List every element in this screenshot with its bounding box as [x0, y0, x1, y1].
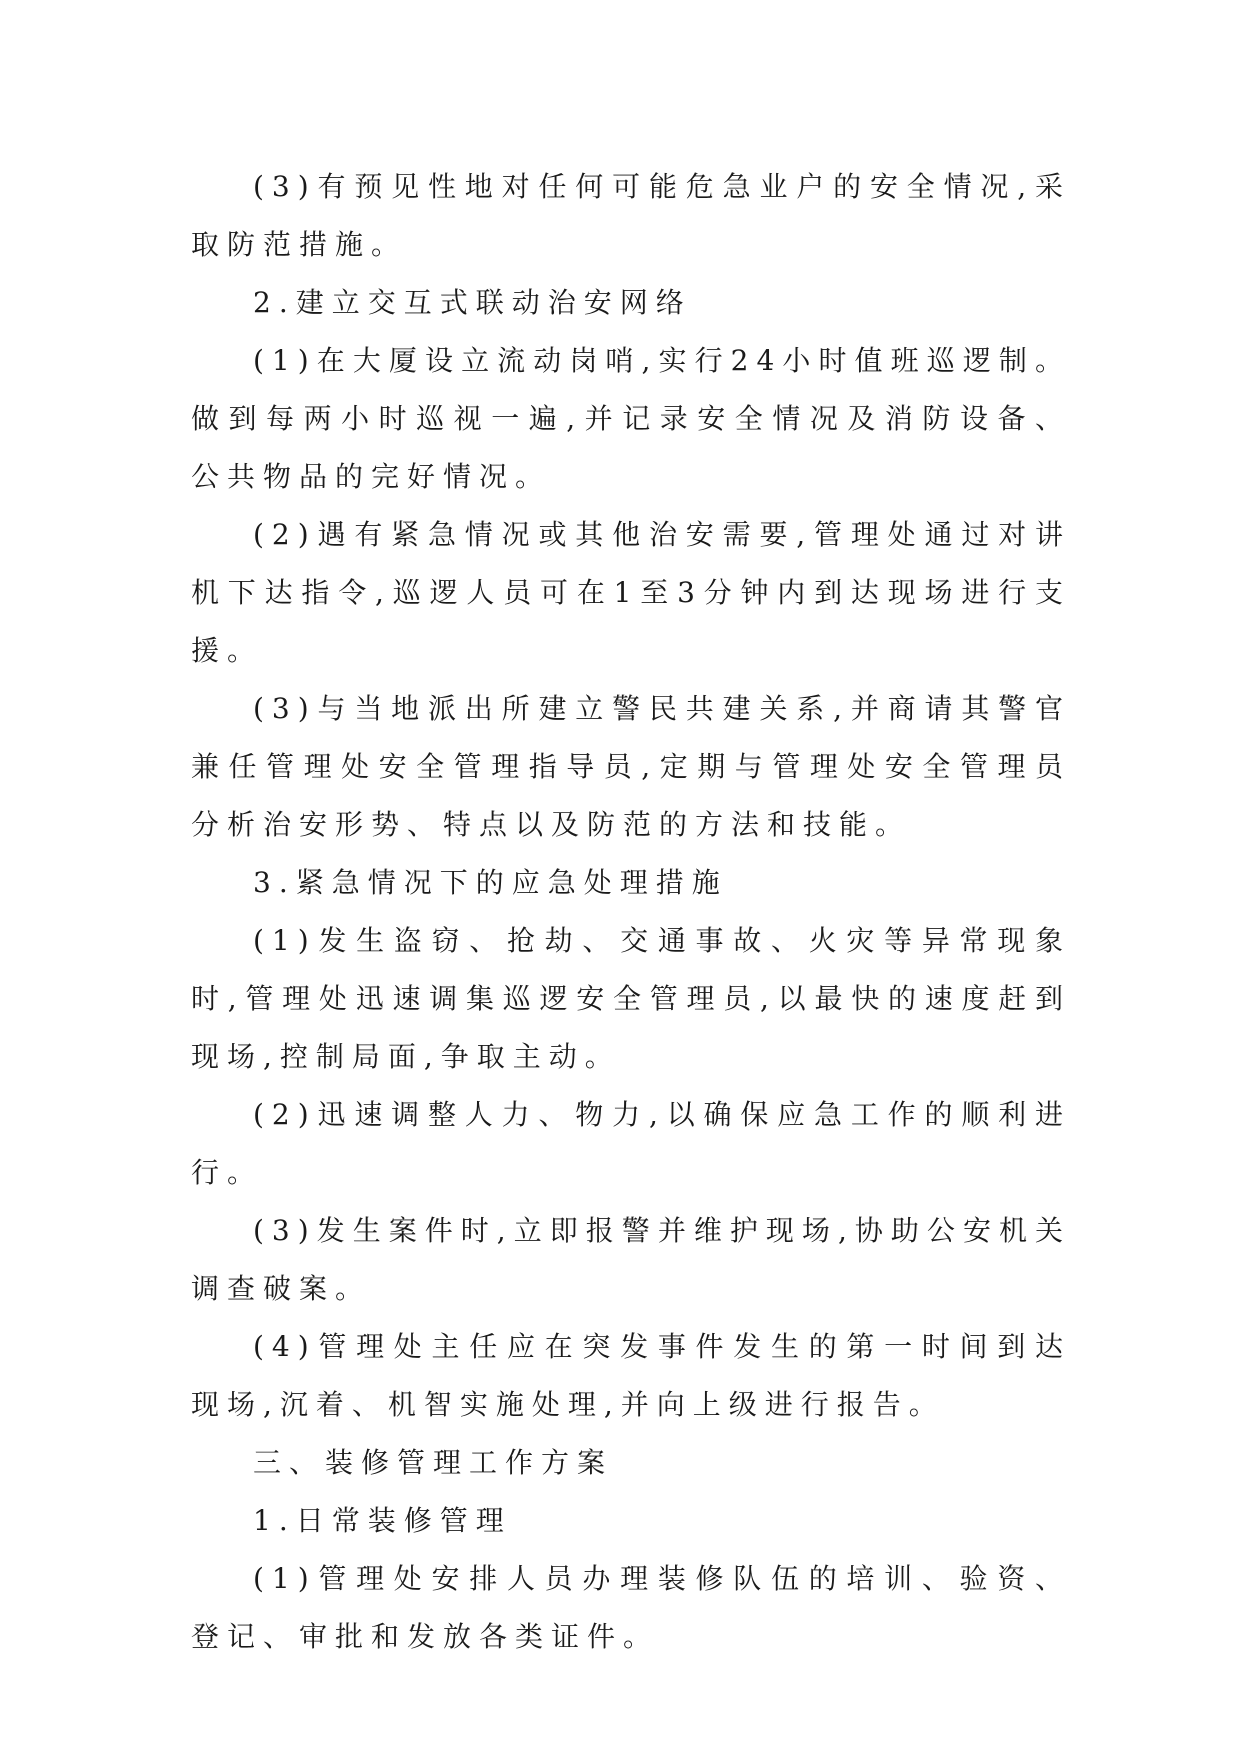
paragraph-10: (4)管理处主任应在突发事件发生的第一时间到达现场,沉着、机智实施处理,并向上级进行报告。	[191, 1330, 1071, 1421]
paragraph-13: (1)管理处安排人员办理装修队伍的培训、验资、登记、审批和发放各类证件。	[191, 1562, 1071, 1653]
document-body	[191, 158, 1071, 1666]
paragraph-4: (2)遇有紧急情况或其他治安需要,管理处通过对讲机下达指令,巡逻人员可在1至3分钟内到达现场进行支援。	[191, 518, 1071, 667]
paragraph-9: (3)发生案件时,立即报警并维护现场,协助公安机关调查破案。	[191, 1214, 1071, 1305]
paragraph-1: (3)有预见性地对任何可能危急业户的安全情况,采取防范措施。	[191, 170, 1071, 261]
paragraph-11: 三、装修管理工作方案	[253, 1446, 614, 1479]
paragraph-2: 2.建立交互式联动治安网络	[253, 286, 692, 319]
paragraph-12: 1.日常装修管理	[253, 1504, 512, 1537]
paragraph-8: (2)迅速调整人力、物力,以确保应急工作的顺利进行。	[191, 1098, 1071, 1189]
paragraph-3: (1)在大厦设立流动岗哨,实行24小时值班巡逻制。做到每两小时巡视一遍,并记录安全情况及消防设备、公共物品的完好情况。	[191, 344, 1071, 493]
paragraph-5: (3)与当地派出所建立警民共建关系,并商请其警官兼任管理处安全管理指导员,定期与管理处安全管理员分析治安形势、特点以及防范的方法和技能。	[191, 692, 1071, 841]
paragraph-7: (1)发生盗窃、抢劫、交通事故、火灾等异常现象时,管理处迅速调集巡逻安全管理员,以最快的速度赶到现场,控制局面,争取主动。	[191, 924, 1071, 1073]
paragraph-6: 3.紧急情况下的应急处理措施	[253, 866, 728, 899]
